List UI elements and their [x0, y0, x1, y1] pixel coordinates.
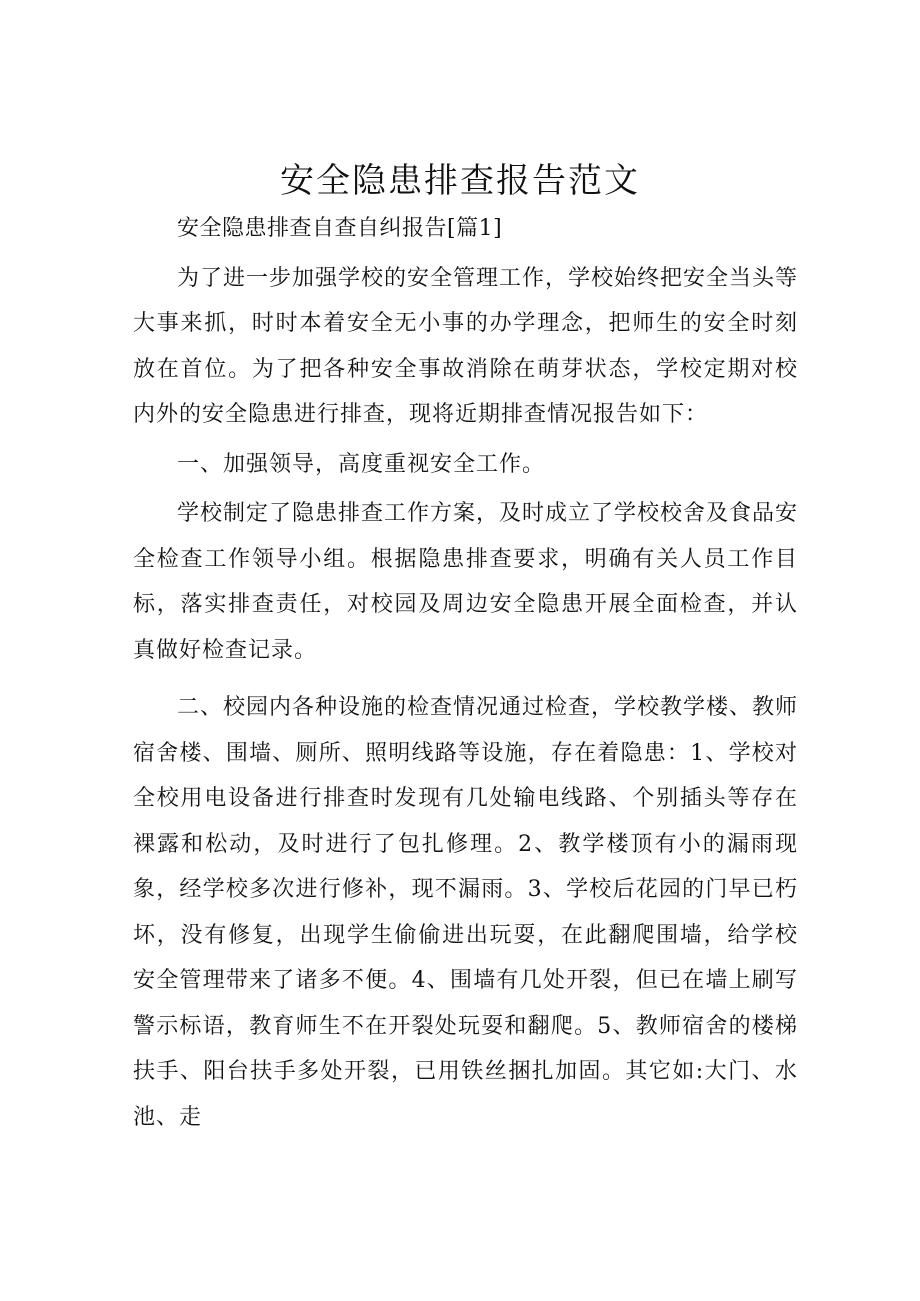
- paragraph-section-1-body: 学校制定了隐患排查工作方案，及时成立了学校校舍及食品安全检查工作领导小组。根据隐患排查要求，明确有关人员工作目标，落实排查责任，对校园及周边安全隐患开展全面检查，并认真做好检查记录。: [133, 501, 799, 663]
- document-subtitle: 安全隐患排查自查自纠报告[篇1]: [177, 216, 503, 241]
- paragraph-intro: 为了进一步加强学校的安全管理工作，学校始终把安全当头等大事来抓，时时本着安全无小事的办学理念，把师生的安全时刻放在首位。为了把各种安全事故消除在萌芽状态，学校定期对校内外的安全隐患进行排查，现将近期排查情况报告如下：: [133, 265, 799, 427]
- paragraph-section-2: 二、校园内各种设施的检查情况通过检查，学校教学楼、教师宿舍楼、围墙、厕所、照明线路等设施，存在着隐患：1、学校对全校用电设备进行排查时发现有几处输电线路、个别插头等存在裸露和松动，及时进行了包扎修理。2、教学楼顶有小的漏雨现象，经学校多次进行修补，现不漏雨。3、学校后花园的门早已朽坏，没有修复，出现学生偷偷进出玩耍，在此翻爬围墙，给学校安全管理带来了诸多不便。4、围墙有几处开裂，但已在墙上刷写警示标语，教育师生不在开裂处玩耍和翻爬。5、教师宿舍的楼梯扶手、阳台扶手多处开裂，已用铁丝捆扎加固。其它如:大门、水池、走: [133, 695, 799, 1130]
- document-body: [133, 206, 798, 1140]
- document-title: 安全隐患排查报告范文: [280, 161, 640, 201]
- paragraph-section-1-heading: 一、加强领导，高度重视安全工作。: [177, 451, 546, 477]
